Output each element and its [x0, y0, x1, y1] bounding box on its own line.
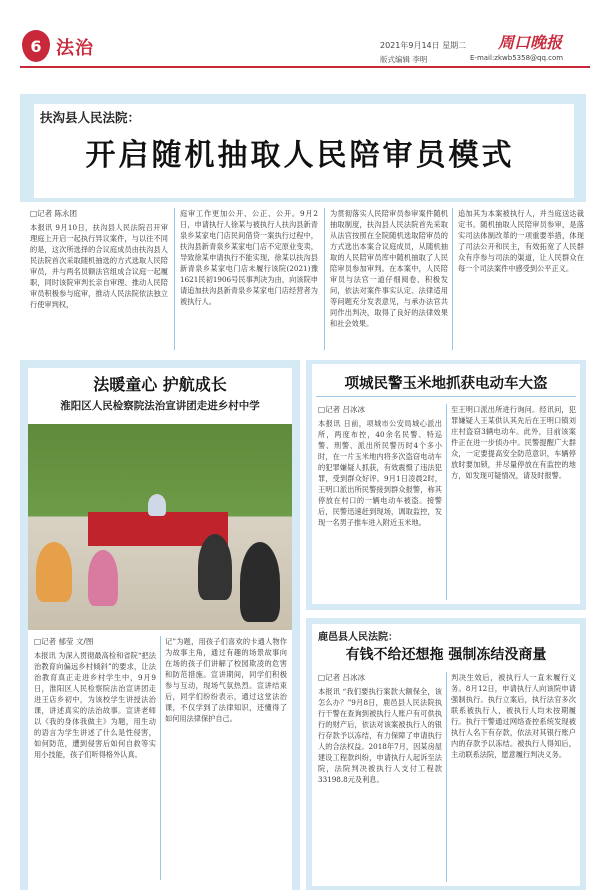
left-article-column-1: 本报讯 为深入贯彻最高检和省院“把法治教育向偏远乡村倾斜”的要求，让法治教育真正走进乡村学生中，9月9日，淮阳区人民检察院法治宣讲团走进王店乡初中，为该校学生讲授法治课，讲述真实的法治故事。宣讲老师以《我的身体我做主》为题，用生动的语言为学生讲述了什么是性侵害，如何防范，遭到侵害后如何自救等实用小技能，孩子们听得格外认真。 — [34, 651, 156, 759]
newspaper-logo: 周口晚报 — [498, 33, 563, 52]
column-divider — [160, 636, 161, 880]
student-figure — [36, 542, 72, 602]
right-article-byline: □记者 吕冰冰 — [318, 405, 365, 414]
issue-date: 2021年9月14日 星期二 — [380, 41, 467, 50]
bottom-right-article-column-2: 判决生效后，被执行人一直未履行义务。8月12日，申请执行人向该院申请强制执行。执行立案后，执行法官多次联系被执行人，被执行人均未按期履行。执行干警通过网络查控系统发现被执行人名下有存款，依法对其银行账户内的存款予以冻结。被执行人得知后，主动联系法院，愿意履行判决义务。 — [451, 673, 576, 759]
bottom-right-article-kicker: 鹿邑县人民法院： — [318, 632, 398, 643]
top-article-kicker: 扶沟县人民法院： — [40, 110, 141, 125]
column-divider — [174, 208, 175, 350]
column-divider — [324, 208, 325, 350]
left-article-column-2: 记”为题，用孩子们喜欢的卡通人物作为故事主角，通过有趣的场景故事向在场的孩子们讲解了校园欺凌的危害和防范措施。宣讲期间，同学们积极参与互动，现场气氛热烈。宣讲结束后，同学们纷纷表示，通过这堂法治课，不仅学到了法律知识，还懂得了如何用法律保护自己。 — [165, 637, 287, 723]
student-figure — [198, 534, 232, 600]
top-article-byline: □记者 陈永团 — [30, 209, 77, 218]
section-title: 法治 — [56, 38, 94, 59]
header-divider — [20, 66, 590, 68]
top-article-column-3: 为贯彻落实人民陪审员参审案件随机抽取制度，扶沟县人民法院首先采取从法官按照在全院随机选取陪审员的方式选出本案合议庭成员，从随机抽取的人民陪审员库中随机抽取了人民陪审员参加审判。在本案中，人民陪审员与法官一道仔细阅卷、积极发问，依法对案件事实认定、法律适用等问题充分发表意见，与承办法官共同作出判决，取得了良好的法律效果和社会效果。 — [330, 209, 448, 328]
top-article-headline: 开启随机抽取人民陪审员模式 — [85, 138, 515, 173]
speaker-figure — [148, 494, 166, 516]
top-article-column-4: 追加其为本案被执行人，并当庭送达裁定书。随机抽取人民陪审员参审，是落实司法体制改革的一项重要举措，体现了司法公开和民主，有效拓宽了人民群众有序参与司法的渠道，让人民群众在每一个司法案件中感受到公平正义。 — [458, 209, 584, 273]
contact-email: E-mail:zkwb5358@qq.com — [470, 54, 564, 62]
bottom-right-article-byline: □记者 吕冰冰 — [318, 673, 365, 682]
left-article-subtitle: 淮阳区人民检察院法治宣讲团走进乡村中学 — [60, 400, 260, 412]
column-divider — [446, 404, 447, 600]
student-figure — [240, 542, 280, 622]
editor-credit: 版式编辑 李明 — [380, 55, 428, 64]
page-header — [0, 0, 600, 70]
right-article-column-1: 本报讯 日前，项城市公安局城心派出所，两度布控，40余名民警、特巡警、刑警、派出所民警历时4个多小时，在一片玉米地内将多次盗窃电动车的犯罪嫌疑人抓获，有效震慑了违法犯罪，受到群众好评。9月1日凌晨2时，王明口派出所民警接到群众报警，称其停放在村口的一辆电动车被盗。接警后，民警迅速赶到现场，调取监控，发现一名男子推车进入附近玉米地。 — [318, 419, 442, 527]
student-figure — [88, 550, 118, 606]
right-article-column-2: 至王明口派出所进行询问。经讯问，犯罪嫌疑人王某供认其先后在王明口镇刘庄村盗窃3辆电动车。此外，目前该案件正在进一步侦办中。民警提醒广大群众，一定要提高安全防范意识，车辆停放时要加锁，并尽量停放在有监控的地方，如发现可疑情况，请及时报警。 — [451, 405, 576, 480]
left-article-title: 法暖童心 护航成长 — [93, 375, 227, 394]
classroom-photo — [28, 424, 292, 630]
left-article-byline: □记者 郁莹 文/图 — [34, 637, 94, 646]
column-divider — [446, 672, 447, 882]
column-divider — [452, 208, 453, 350]
title-underline — [316, 396, 576, 397]
bottom-right-article-column-1: 本报讯 “我们要执行案款大额保全，该怎么办？”9月8日，鹿邑县人民法院执行干警在查询到被执行人账户有可供执行的财产后，依法对该案被执行人的银行存款予以冻结，有力保障了申请执行人的合法权益。2018年7月，因某房屋建设工程款纠纷，申请执行人起诉至法院，法院判决被执行人支付工程款33198.8元及利息。 — [318, 687, 442, 784]
bottom-right-article-title: 有钱不给还想拖 强制冻结没商量 — [345, 647, 547, 663]
page-number-badge: 6 — [22, 30, 50, 62]
right-article-title: 项城民警玉米地抓获电动车大盗 — [344, 375, 548, 392]
top-article-column-2: 庭审工作更加公开、公正、公开。9月2日，申请执行人徐某与被执行人扶沟县新青泉乡某家电门店民间借贷一案执行过程中，扶沟县新青泉乡某家电门店不定原业变卖，导致徐某申请执行不能实现，徐某以扶沟县新青泉乡某家电门店未履行该院(2021)豫1621民初1906号民事判决为由，向该院申请追加扶沟县新青泉乡某家电门店经营者为被执行人。 — [180, 209, 318, 306]
top-article-column-1: 本报讯 9月10日，扶沟县人民法院召开审理庭上开启一起执行异议案件，与以往不同的是，这次所选择的合议庭成员由扶沟县人民法院首次采取随机抽选的方式选取人民陪审员，并与两名员额法官组成合议庭一起履职，同时该院审判长亲自审理、推动人民陪审员积极参与庭审，推动人民法院依法独立行使审判权， — [30, 223, 168, 309]
